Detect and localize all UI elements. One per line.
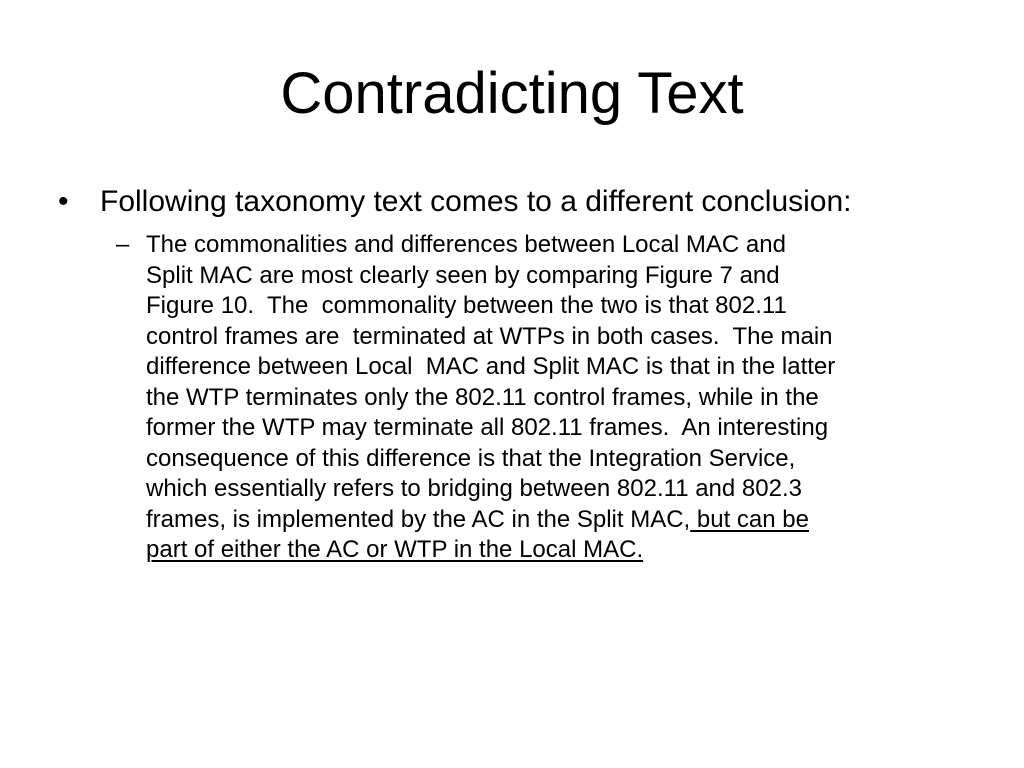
text-line: The commonalities and differences between Local MAC and xyxy=(146,231,786,258)
sub-bullet-marker: – xyxy=(116,231,130,258)
slide-title: Contradicting Text xyxy=(280,61,744,126)
text-line: Split MAC are most clearly seen by comparing Figure 7 and xyxy=(146,261,780,289)
text-segment: frames, is implemented by the AC in the Split MAC, xyxy=(146,505,691,533)
text-line: difference between Local MAC and Split MAC is that in the latter xyxy=(146,353,836,380)
text-line: which essentially refers to bridging between 802.11 and 802.3 xyxy=(146,475,802,502)
quoted-taxonomy-text xyxy=(146,230,976,566)
text-line: former the WTP may terminate all 802.11 frames. An interesting xyxy=(146,414,829,441)
text-line xyxy=(146,535,976,566)
text-line xyxy=(146,505,976,536)
bullet-text: Following taxonomy text comes to a different conclusion: xyxy=(100,185,852,218)
underlined-emphasis: but can be xyxy=(690,505,809,533)
text-line: consequence of this difference is that the Integration Service, xyxy=(146,444,796,472)
bullet-marker: • xyxy=(58,185,69,218)
text-line: control frames are terminated at WTPs in both cases. The main xyxy=(146,322,833,350)
underlined-emphasis: part of either the AC or WTP in the Local MAC. xyxy=(146,536,644,563)
text-line: the WTP terminates only the 802.11 control frames, while in the xyxy=(146,383,819,411)
text-line: Figure 10. The commonality between the two is that 802.11 xyxy=(146,292,787,319)
